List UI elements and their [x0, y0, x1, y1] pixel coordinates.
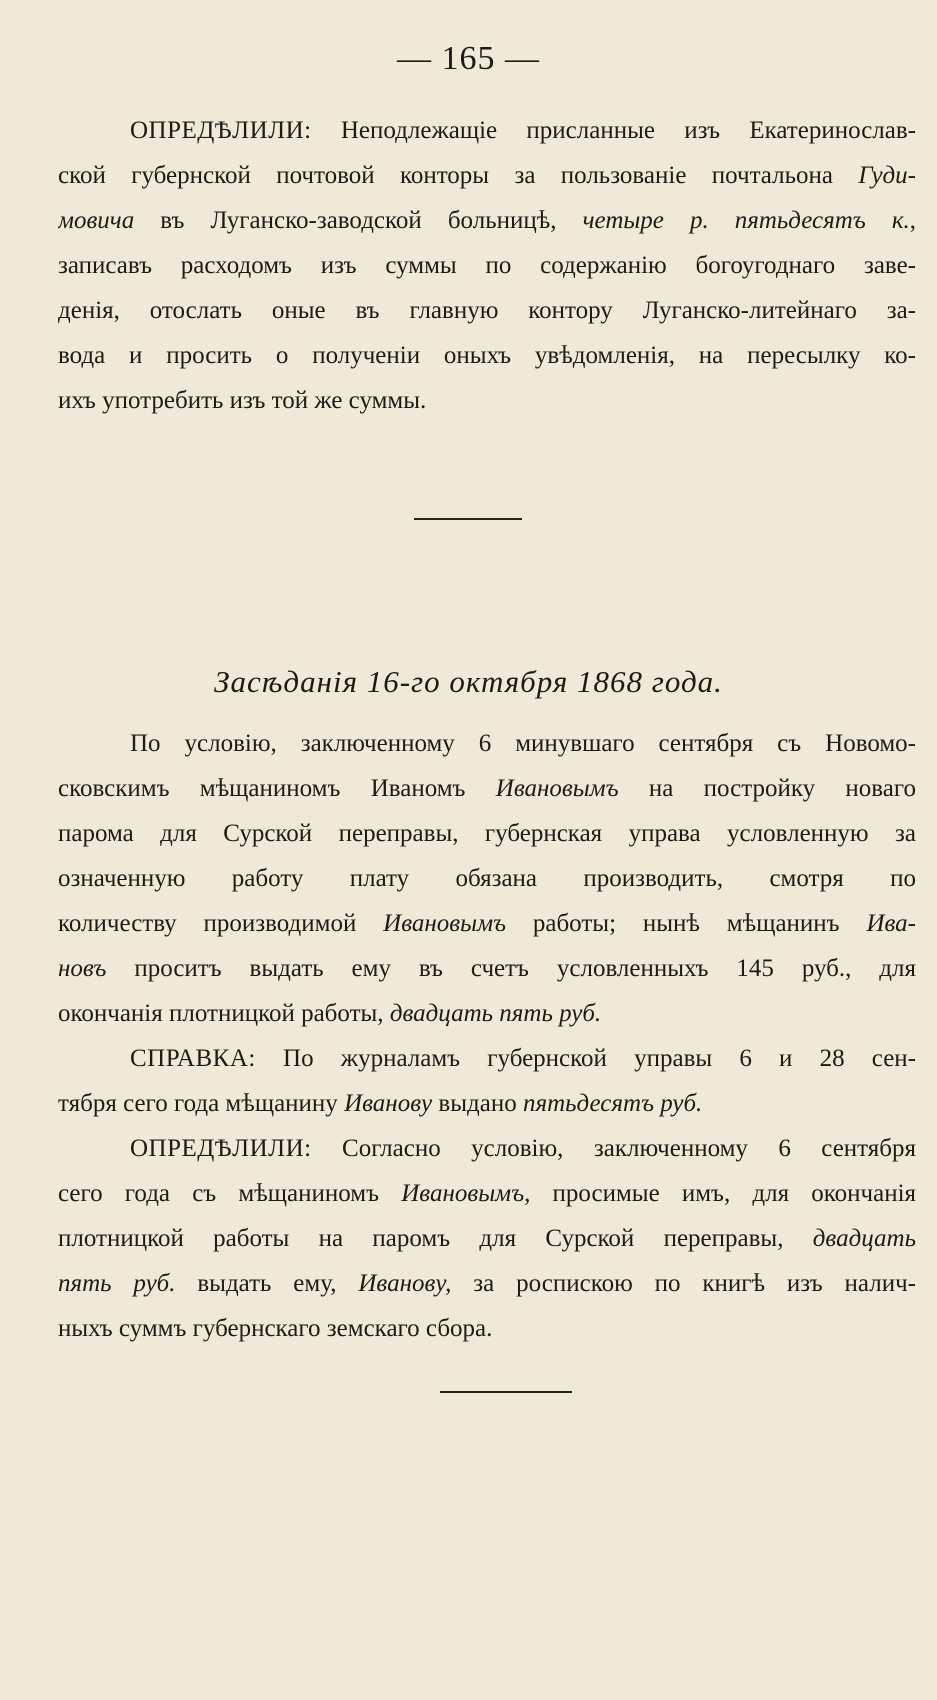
text-line: означенную работу плату обязана производить, смотря по [58, 865, 916, 892]
text-span: Согласно условію, заключенному 6 сентября [342, 1135, 916, 1162]
text-span: количеству производимой [58, 910, 357, 937]
text-span: , [909, 207, 916, 234]
text-line [58, 901, 916, 946]
text-span: Неподлежащіе присланные изъ Екатеринослав- [340, 117, 916, 144]
text-span: окончанія плотницкой работы, [58, 1000, 384, 1027]
italic-name: Иванову, [358, 1270, 452, 1297]
text-span: проситъ выдать ему въ счетъ условленныхъ 145 руб., для [134, 955, 916, 982]
italic-amount: четыре р. пятьдесятъ к. [582, 207, 910, 234]
italic-name: Гуди- [858, 162, 916, 189]
text-line: вода и просить о полученіи оныхъ увѣдомленія, на пересылку ко- [58, 342, 916, 369]
text-line: денія, отослать оные въ главную контору Луганско-литейнаго за- [58, 297, 916, 324]
end-divider [440, 1391, 572, 1393]
italic-name: Иванову [344, 1090, 433, 1117]
text-line [58, 991, 916, 1036]
text-line [58, 1216, 916, 1261]
page-number: — 165 — [397, 40, 540, 77]
reference-label: СПРАВКА: [130, 1045, 256, 1072]
text-line [58, 1126, 916, 1171]
text-line: ихъ употребить изъ той же суммы. [58, 387, 427, 414]
text-line [58, 108, 916, 153]
resolution-label: ОПРЕДѢЛИЛИ: [130, 117, 312, 144]
italic-amount: двадцать [812, 1225, 916, 1252]
text-span: за роспискою по книгѣ изъ налич- [473, 1270, 916, 1297]
italic-amount: пять руб. [58, 1270, 176, 1297]
italic-name: Ива- [866, 910, 916, 937]
session-heading: Засѣданія 16-го октября 1868 года. [214, 664, 723, 699]
resolution-label: ОПРЕДѢЛИЛИ: [130, 1135, 312, 1162]
text-line: парома для Сурской переправы, губернская управа условленную за [58, 820, 916, 847]
text-span: сковскимъ мѣщаниномъ Иваномъ [58, 775, 466, 802]
text-line [58, 153, 916, 198]
text-span: на постройку новаго [648, 775, 916, 802]
text-line [58, 1081, 916, 1126]
italic-amount: пятьдесятъ руб. [522, 1090, 703, 1117]
text-line [58, 1036, 916, 1081]
text-span: выдано [438, 1090, 517, 1117]
text-span: ской губернской почтовой конторы за пользованіе почтальона [58, 162, 833, 189]
text-span: просимые имъ, для окончанія [552, 1180, 916, 1207]
text-span: тября сего года мѣщанину [58, 1090, 338, 1117]
text-span: въ Луганско-заводской больницѣ, [160, 207, 557, 234]
text-span: По журналамъ губернской управы 6 и 28 сен- [283, 1045, 916, 1072]
text-span: сего года съ мѣщаниномъ [58, 1180, 380, 1207]
text-line [58, 766, 916, 811]
section-divider [414, 518, 522, 520]
italic-name: новъ [58, 955, 107, 982]
italic-amount: двадцать пять руб. [389, 1000, 602, 1027]
text-span: плотницкой работы на паромъ для Сурской переправы, [58, 1225, 784, 1252]
text-span: работы; нынѣ мѣщанинъ [532, 910, 840, 937]
italic-name: Ивановымъ, [401, 1180, 531, 1207]
text-line [58, 1261, 916, 1306]
text-line [58, 198, 916, 243]
text-line [58, 946, 916, 991]
italic-name: Ивановымъ [495, 775, 619, 802]
text-span: выдать ему, [197, 1270, 337, 1297]
text-line: ныхъ суммъ губернскаго земскаго сбора. [58, 1315, 493, 1342]
resolution-block [58, 108, 916, 423]
text-line [58, 1171, 916, 1216]
italic-name: мовича [58, 207, 135, 234]
text-line: записавъ расходомъ изъ суммы по содержанію богоугоднаго заве- [58, 252, 916, 279]
session-block [58, 721, 916, 1351]
text-line: По условію, заключенному 6 минувшаго сентября съ Новомо- [130, 730, 916, 757]
italic-name: Ивановымъ [383, 910, 507, 937]
